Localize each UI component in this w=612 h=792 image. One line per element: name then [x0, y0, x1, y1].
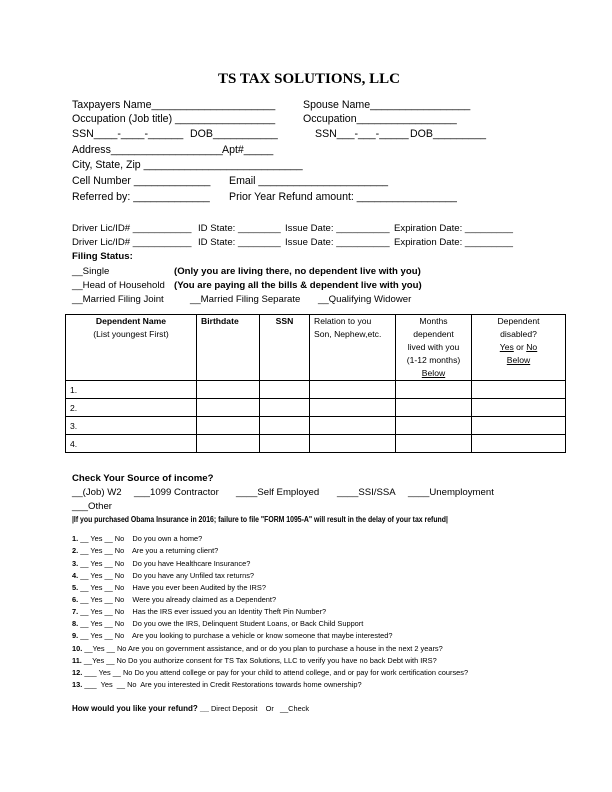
disabled-or-label: or — [513, 342, 527, 352]
ssn-header-label: SSN — [275, 316, 294, 326]
filing-qw-option[interactable]: __Qualifying Widower — [318, 294, 412, 305]
apt-field[interactable]: Apt#_____ — [222, 144, 274, 156]
referred-by-field[interactable]: Referred by: _____________ — [72, 191, 210, 203]
income-ssi-option[interactable]: ____SSI/SSA — [337, 487, 396, 498]
refund-options[interactable]: Direct Deposit Or __Check — [208, 704, 310, 713]
refund-method-row — [72, 705, 309, 713]
dob-field[interactable]: DOB___________ — [190, 128, 278, 140]
id-state-field[interactable]: ID State: ________ — [198, 223, 281, 234]
ssn-cell[interactable] — [260, 435, 310, 453]
question-7 — [72, 608, 326, 615]
question-5 — [72, 584, 266, 591]
question-number: 5. — [72, 583, 79, 592]
question-1 — [72, 535, 202, 542]
relation-cell[interactable] — [310, 399, 396, 417]
question-10 — [72, 645, 443, 652]
months-header-line: lived with you — [407, 342, 460, 352]
birthdate-cell[interactable] — [197, 399, 260, 417]
question-number: 6. — [72, 595, 79, 604]
birthdate-cell[interactable] — [197, 417, 260, 435]
obama-insurance-note: |If you purchased Obama Insurance in 2016; failure to file "FORM 1095-A" will result in the delay of your tax refund| — [72, 515, 448, 524]
dependents-table — [65, 314, 566, 453]
relation-header — [310, 315, 396, 381]
question-number: 2. — [72, 546, 79, 555]
relation-cell[interactable] — [310, 417, 396, 435]
ssn-field[interactable]: SSN____-____-______ — [72, 128, 184, 140]
question-number: 3. — [72, 559, 79, 568]
spouse-ssn-field[interactable]: SSN___-___-_____ — [315, 128, 409, 140]
question-text[interactable]: __ Yes __ No Has the IRS ever issued you an Identity Theft Pin Number? — [78, 607, 327, 616]
question-text[interactable]: __ Yes __ No Are you a returning client? — [78, 546, 219, 555]
question-text[interactable]: __Yes __ No Do you authorize consent for TS Tax Solutions, LLC to verify you have no back Debt with IRS? — [81, 656, 437, 665]
months-header-line: Months — [419, 316, 448, 326]
question-text[interactable]: __ Yes __ No Are you looking to purchase a vehicle or know someone that maybe interested? — [78, 631, 393, 640]
city-state-zip-field[interactable]: City, State, Zip ___________________________ — [72, 159, 303, 171]
relation-cell[interactable] — [310, 435, 396, 453]
months-header-line: (1-12 months) — [406, 355, 461, 365]
driver-license-field[interactable]: Driver Lic/ID# ___________ — [72, 237, 192, 248]
ssn-cell[interactable] — [260, 399, 310, 417]
months-cell[interactable] — [396, 381, 472, 399]
filing-single-option[interactable]: __Single — [72, 266, 110, 277]
disabled-header-line: Dependent — [497, 316, 540, 326]
question-6 — [72, 596, 276, 603]
months-header-line: Below — [421, 368, 446, 378]
birthdate-cell[interactable] — [197, 435, 260, 453]
disabled-no-label: No — [526, 342, 538, 352]
issue-date-field[interactable]: Issue Date: __________ — [285, 223, 390, 234]
filing-status-heading: Filing Status: — [72, 251, 133, 262]
question-number: 13. — [72, 680, 83, 689]
months-cell[interactable] — [396, 417, 472, 435]
question-2 — [72, 547, 218, 554]
income-heading: Check Your Source of income? — [72, 473, 214, 484]
spouse-occupation-field[interactable]: Occupation_________________ — [303, 113, 457, 125]
disabled-yes-no — [472, 341, 565, 354]
refund-question: How would you like your refund? __ — [72, 704, 209, 713]
question-number: 7. — [72, 607, 79, 616]
question-8 — [72, 620, 363, 627]
dependent-name-header-label: Dependent Name — [95, 316, 167, 326]
disabled-cell[interactable] — [472, 399, 566, 417]
question-4 — [72, 572, 254, 579]
question-text[interactable]: ___ Yes __ No Do you attend college or pay for your child to attend college, and or pay for work certification courses? — [82, 668, 469, 677]
disabled-header-line: Below — [506, 355, 531, 365]
disabled-cell[interactable] — [472, 435, 566, 453]
driver-license-field[interactable]: Driver Lic/ID# ___________ — [72, 223, 192, 234]
income-self-employed-option[interactable]: ____Self Employed — [236, 487, 320, 498]
spouse-name-field[interactable]: Spouse Name_________________ — [303, 99, 471, 111]
disabled-yes-label: Yes — [499, 342, 514, 352]
dependent-name-cell[interactable]: 2. — [66, 399, 197, 417]
dependent-name-cell[interactable]: 4. — [66, 435, 197, 453]
issue-date-field[interactable]: Issue Date: __________ — [285, 237, 390, 248]
months-header-line: dependent — [413, 329, 454, 339]
table-row — [66, 417, 566, 435]
filing-hoh-option[interactable]: __Head of Household — [72, 280, 165, 291]
question-text[interactable]: __ Yes __ No Were you already claimed as a Dependent? — [78, 595, 277, 604]
table-row — [66, 399, 566, 417]
ssn-cell[interactable] — [260, 381, 310, 399]
income-other-option[interactable]: ___Other — [72, 501, 113, 512]
income-w2-option[interactable]: __(Job) W2 — [72, 487, 122, 498]
months-cell[interactable] — [396, 435, 472, 453]
filing-mfj-option[interactable]: __Married Filing Joint — [72, 294, 164, 305]
filing-single-note: (Only you are living there, no dependent live with you) — [174, 266, 421, 277]
question-number: 4. — [72, 571, 79, 580]
table-row — [66, 381, 566, 399]
income-1099-option[interactable]: ___1099 Contractor — [134, 487, 219, 498]
page-title: TS TAX SOLUTIONS, LLC — [218, 71, 401, 87]
filing-mfs-option[interactable]: __Married Filing Separate — [190, 294, 301, 305]
prior-refund-field[interactable]: Prior Year Refund amount: _________________ — [229, 191, 457, 203]
question-text[interactable]: ___ Yes __ No Are you interested in Credit Restorations towards home ownership? — [82, 680, 362, 689]
table-row — [66, 435, 566, 453]
question-11 — [72, 657, 437, 664]
email-field[interactable]: Email ______________________ — [229, 175, 389, 187]
question-3 — [72, 560, 250, 567]
relation-header-label: Relation to you — [314, 316, 372, 326]
months-header — [396, 315, 472, 381]
question-text[interactable]: __Yes __ No Are you on government assistance, and or do you plan to purchase a house in the next 2 years? — [82, 644, 443, 653]
cell-number-field[interactable]: Cell Number _____________ — [72, 175, 211, 187]
id-state-field[interactable]: ID State: ________ — [198, 237, 281, 248]
dependent-name-cell[interactable]: 3. — [66, 417, 197, 435]
question-number: 11. — [72, 656, 82, 665]
question-number: 8. — [72, 619, 79, 628]
dependent-name-cell[interactable]: 1. — [66, 381, 197, 399]
question-number: 1. — [72, 534, 79, 543]
disabled-cell[interactable] — [472, 417, 566, 435]
relation-cell[interactable] — [310, 381, 396, 399]
expiration-date-field[interactable]: Expiration Date: _________ — [394, 237, 513, 248]
birthdate-header-label: Birthdate — [201, 316, 239, 326]
spouse-dob-field[interactable]: DOB_________ — [410, 128, 486, 140]
ssn-cell[interactable] — [260, 417, 310, 435]
question-12 — [72, 669, 468, 676]
expiration-date-field[interactable]: Expiration Date: _________ — [394, 223, 513, 234]
taxpayers-name-field[interactable]: Taxpayers Name_____________________ — [72, 99, 276, 111]
income-unemployment-option[interactable]: ____Unemployment — [408, 487, 494, 498]
question-text[interactable]: __ Yes __ No Do you owe the IRS, Delinquent Student Loans, or Back Child Support — [78, 619, 364, 628]
birthdate-header — [197, 315, 260, 381]
question-text[interactable]: __ Yes __ No Do you have Healthcare Insurance? — [78, 559, 251, 568]
question-text[interactable]: __ Yes __ No Do you have any Unfiled tax returns? — [78, 571, 255, 580]
disabled-header-line: disabled? — [500, 329, 537, 339]
filing-hoh-note: (You are paying all the bills & dependent live with you) — [174, 280, 422, 291]
dependent-name-header — [66, 315, 197, 381]
question-text[interactable]: __ Yes __ No Have you ever been Audited by the IRS? — [78, 583, 266, 592]
question-number: 12. — [72, 668, 83, 677]
question-text[interactable]: __ Yes __ No Do you own a home? — [78, 534, 203, 543]
ssn-header — [260, 315, 310, 381]
months-cell[interactable] — [396, 399, 472, 417]
occupation-field[interactable]: Occupation (Job title) _________________ — [72, 113, 276, 125]
address-field[interactable]: Address___________________ — [72, 144, 223, 156]
dependent-name-header-sublabel: (List youngest First) — [93, 329, 169, 339]
disabled-header — [472, 315, 566, 381]
question-9 — [72, 632, 392, 639]
question-13 — [72, 681, 362, 688]
disabled-cell[interactable] — [472, 381, 566, 399]
relation-header-sublabel: Son, Nephew,etc. — [314, 329, 382, 339]
birthdate-cell[interactable] — [197, 381, 260, 399]
question-number: 10. — [72, 644, 83, 653]
question-number: 9. — [72, 631, 79, 640]
dependents-header-row — [66, 315, 566, 381]
